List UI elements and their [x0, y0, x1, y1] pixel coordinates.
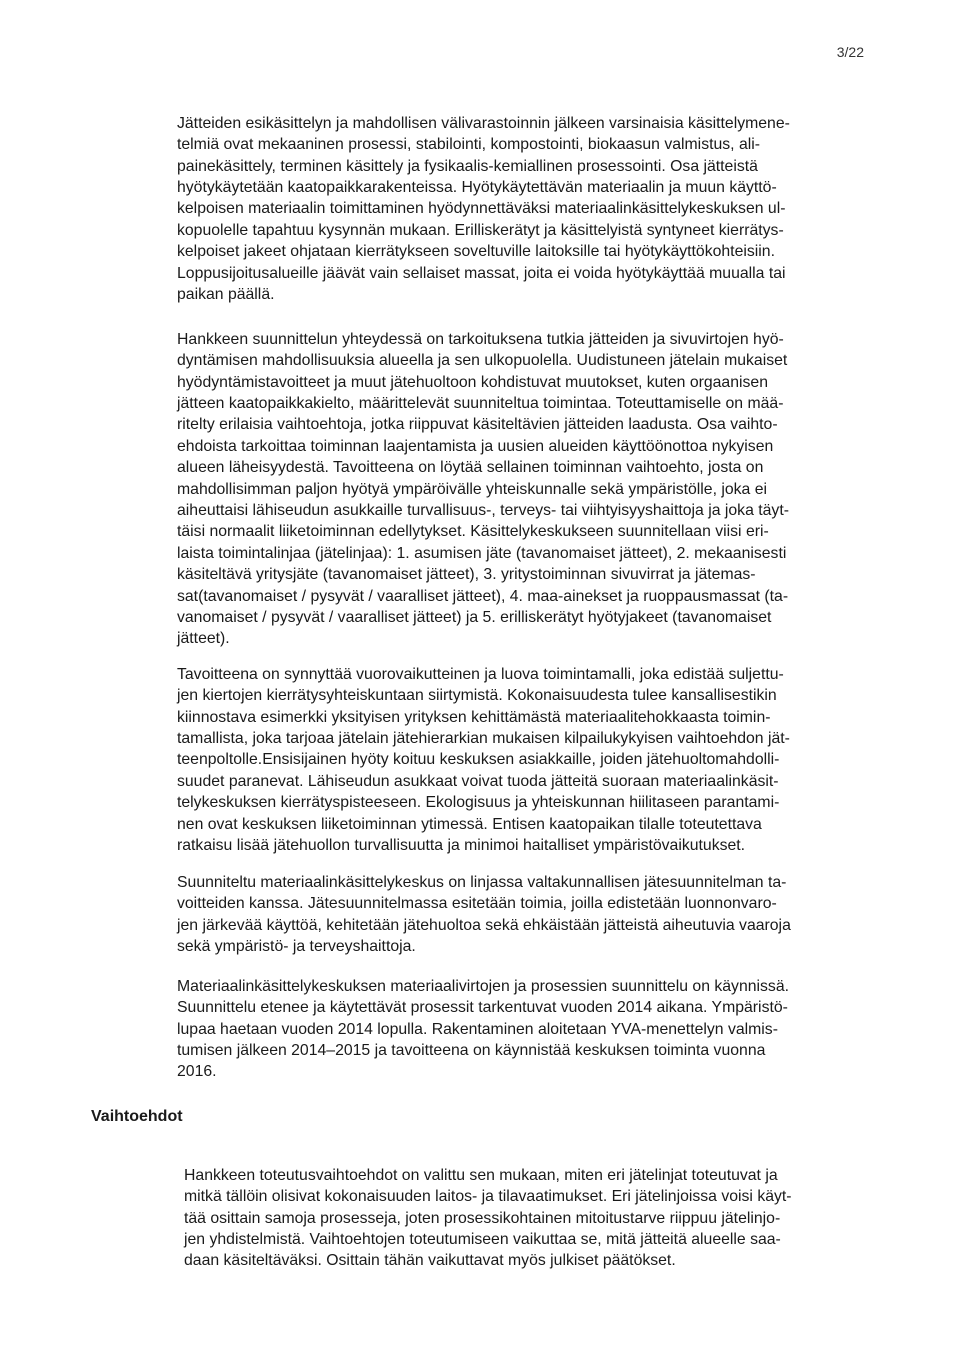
paragraph-schedule	[177, 976, 895, 1083]
paragraph-national-plan	[177, 872, 895, 958]
text-line: Tavoitteena on synnyttää vuorovaikutteinen ja luova toimintamalli, joka edistää suljettu-	[177, 665, 784, 683]
text-line: laista toimintalinjaa (jätelinjaa): 1. asumisen jäte (tavanomaiset jätteet), 2. mekaanisesti	[177, 544, 787, 562]
text-line: ehdoista tarkoittaa toiminnan laajentamista ja uusien alueiden käyttöönottoa nykyisen	[177, 437, 774, 455]
text-line: sekä ympäristö- ja terveyshaittoja.	[177, 938, 416, 956]
text-line: daan käsiteltäväksi. Osittain tähän vaikuttavat myös julkiset päätökset.	[184, 1252, 676, 1270]
text-line: tumisen jälkeen 2014–2015 ja tavoitteena on käynnistää keskuksen toiminta vuonna	[177, 1042, 766, 1060]
text-line: kelpoisen materiaalin toimittaminen hyödynnettäväksi materiaalinkäsittelykeskuksen ul-	[177, 200, 786, 218]
text-line: ritelty erilaisia vaihtoehtoja, jotka riippuvat käsiteltävien jätteiden laadusta. Osa vaihto-	[177, 416, 778, 434]
paragraph-processing-methods	[177, 113, 895, 306]
text-line: jen kiertojen kierrätysyhteiskuntaan siirtymistä. Kokonaisuudesta tulee kansallisestikin	[177, 687, 777, 705]
paragraph-goals	[177, 664, 895, 857]
text-line: tää osittain samoja prosesseja, joten prosessikohtainen mitoitustarve riippuu jätelinjo-	[184, 1209, 781, 1227]
text-line: täisi normaalit liiketoiminnan edellytykset. Käsittelykeskukseen suunnitellaan viisi eri-	[177, 523, 769, 541]
text-line: 2016.	[177, 1063, 217, 1081]
text-line: alueen läheisyydestä. Tavoitteena on löytää sellainen toiminnan vaihtoehto, josta on	[177, 459, 764, 477]
text-line: Jätteiden esikäsittelyn ja mahdollisen välivarastoinnin jälkeen varsinaisia käsittelymene-	[177, 114, 790, 132]
text-line: jätteen kaatopaikkakielto, määrittelevät suunniteltua toimintaa. Toteuttamiselle on mää-	[177, 395, 784, 413]
text-line: kiinnostava esimerkki yksityisen yrityksen kehittämästä materiaalitehokkaasta toimin-	[177, 708, 771, 726]
text-line: telykeskuksen kierrätyspisteeseen. Ekologisuus ja yhteiskunnan hiilitaseen parantami-	[177, 794, 780, 812]
paragraph-alternatives	[184, 1165, 884, 1272]
text-line: Hankkeen toteutusvaihtoehdot on valittu sen mukaan, miten eri jätelinjat toteutuvat ja	[184, 1166, 778, 1184]
text-line: sat(tavanomaiset / pysyvät / vaaralliset jätteet), 4. maa-ainekset ja ruoppausmassat (ta-	[177, 587, 789, 605]
text-line: telmiä ovat mekaaninen prosessi, stabilointi, kompostointi, biokaasun valmistus, ali-	[177, 136, 761, 154]
text-line: kelpoiset jakeet ohjataan kierrätykseen soveltuville laitoksille tai hyötykäyttökohteisiin.	[177, 243, 775, 261]
text-line: Hankkeen suunnittelun yhteydessä on tarkoituksena tutkia jätteiden ja sivuvirtojen hyö-	[177, 330, 784, 348]
text-line: jätteet).	[177, 630, 230, 648]
text-line: painekäsittely, terminen käsittely ja fysikaalis-kemiallinen prosessointi. Osa jätteistä	[177, 157, 758, 175]
text-line: jen järkevää käyttöä, kehitetään jätehuoltoa sekä ehkäistään jätteistä aiheutuvia vaaroja	[177, 916, 791, 934]
page-number: 3/22	[836, 44, 864, 60]
paragraph-project-planning	[177, 329, 895, 650]
text-line: lupaa haetaan vuoden 2014 lopulla. Rakentaminen aloitetaan YVA-menettelyn valmis-	[177, 1020, 778, 1038]
text-line: mitkä tällöin olisivat kokonaisuuden laitos- ja tilavaatimukset. Eri jätelinjoissa voisi käyt-	[184, 1188, 792, 1206]
section-heading-alternatives: Vaihtoehdot	[91, 1108, 183, 1125]
text-line: Suunnittelu etenee ja käytettävät prosessit tarkentuvat vuoden 2014 aikana. Ympäristö-	[177, 999, 788, 1017]
text-line: Loppusijoitusalueille jäävät vain sellaiset massat, joita ei voida hyötykäyttää muualla tai	[177, 264, 786, 282]
text-line: suudet paranevat. Lähiseudun asukkaat voivat tuoda jätteitä suoraan materiaalinkäsit-	[177, 772, 779, 790]
text-line: tamallista, joka tarjoaa jätelain jätehierarkian mukaisen kilpailukykyisen vaihtoehdon jät-	[177, 730, 790, 748]
text-line: hyötykäytetään kaatopaikkarakenteissa. Hyötykäytettävän materiaalin ja muun käyttö-	[177, 179, 777, 197]
text-line: käsiteltävä yritysjäte (tavanomaiset jätteet), 3. yritystoiminnan sivuvirrat ja jätemas-	[177, 566, 756, 584]
text-line: Materiaalinkäsittelykeskuksen materiaalivirtojen ja prosessien suunnittelu on käynnissä.	[177, 977, 789, 995]
text-line: voitteiden kanssa. Jätesuunnitelmassa esitetään toimia, joilla edistetään luonnonvaro-	[177, 895, 777, 913]
text-line: paikan päällä.	[177, 286, 275, 304]
text-line: hyödyntämistavoitteet ja muut jätehuoltoon kohdistuvat muutokset, kuten orgaanisen	[177, 373, 768, 391]
text-line: mahdollisimman paljon hyötyä ympäröivälle yhteiskunnalle sekä ympäristölle, joka ei	[177, 480, 768, 498]
text-line: vanomaiset / pysyvät / vaaralliset jätteet) ja 5. erilliskerätyt hyötyjakeet (tavanomaiset	[177, 609, 772, 627]
text-line: aiheuttaisi lähiseudun asukkaille turvallisuus-, terveys- tai viihtyisyyshaittoja ja joka täyt-	[177, 502, 789, 520]
text-line: Suunniteltu materiaalinkäsittelykeskus on linjassa valtakunnallisen jätesuunnitelman ta-	[177, 873, 787, 891]
text-line: ratkaisu lisää jätehuollon turvallisuutta ja minimoi haitalliset ympäristövaikutukset.	[177, 837, 746, 855]
text-line: kopuolelle tapahtuu kysynnän mukaan. Erilliskerätyt ja käsittelyistä syntyneet kierrätys-	[177, 221, 784, 239]
text-line: dyntämisen mahdollisuuksia alueella ja sen ulkopuolella. Uudistuneen jätelain mukaiset	[177, 352, 788, 370]
text-line: teenpoltolle.Ensisijainen hyöty koituu keskuksen asiakkaille, joiden jätehuoltomahdolli-	[177, 751, 780, 769]
text-line: nen ovat keskuksen liiketoiminnan ytimessä. Entisen kaatopaikan tilalle toteutettava	[177, 815, 762, 833]
text-line: jen yhdistelmistä. Vaihtoehtojen toteutumiseen vaikuttaa se, mitä jätteitä alueelle saa-	[184, 1231, 781, 1249]
